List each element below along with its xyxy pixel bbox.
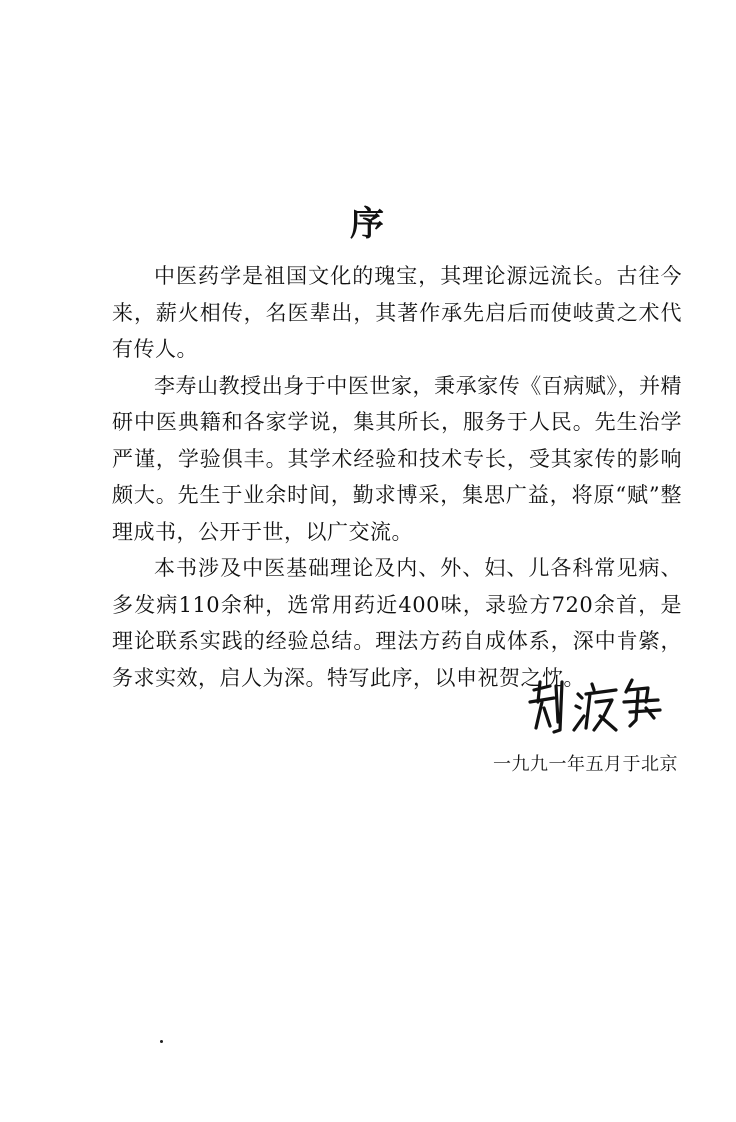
paragraph-1: 中医药学是祖国文化的瑰宝，其理论源远流长。古往今来，薪火相传，名医辈出，其著作承先启后而使岐黄之术代有传人。	[112, 264, 682, 361]
handwritten-signature	[520, 672, 670, 742]
preface-body	[112, 258, 682, 696]
page-mark	[160, 1040, 163, 1043]
signature-image	[520, 672, 670, 742]
paragraph-3: 本书涉及中医基础理论及内、外、妇、儿各科常见病、多发病110余种，选常用药近400味，录验方720余首，是理论联系实践的经验总结。理法方药自成体系，深中肯綮，务求实效，启人为深。特写此序，以申祝贺之忱。	[112, 556, 682, 690]
dateline: 一九九一年五月于北京	[493, 754, 678, 775]
page-title: 序	[350, 204, 386, 244]
paragraph-2: 李寿山教授出身于中医世家，秉承家传《百病赋》，并精研中医典籍和各家学说，集其所长，服务于人民。先生治学严谨，学验俱丰。其学术经验和技术专长，受其家传的影响颇大。先生于业余时间，勤求博采，集思广益，将原“赋”整理成书，公开于世，以广交流。	[112, 373, 682, 544]
